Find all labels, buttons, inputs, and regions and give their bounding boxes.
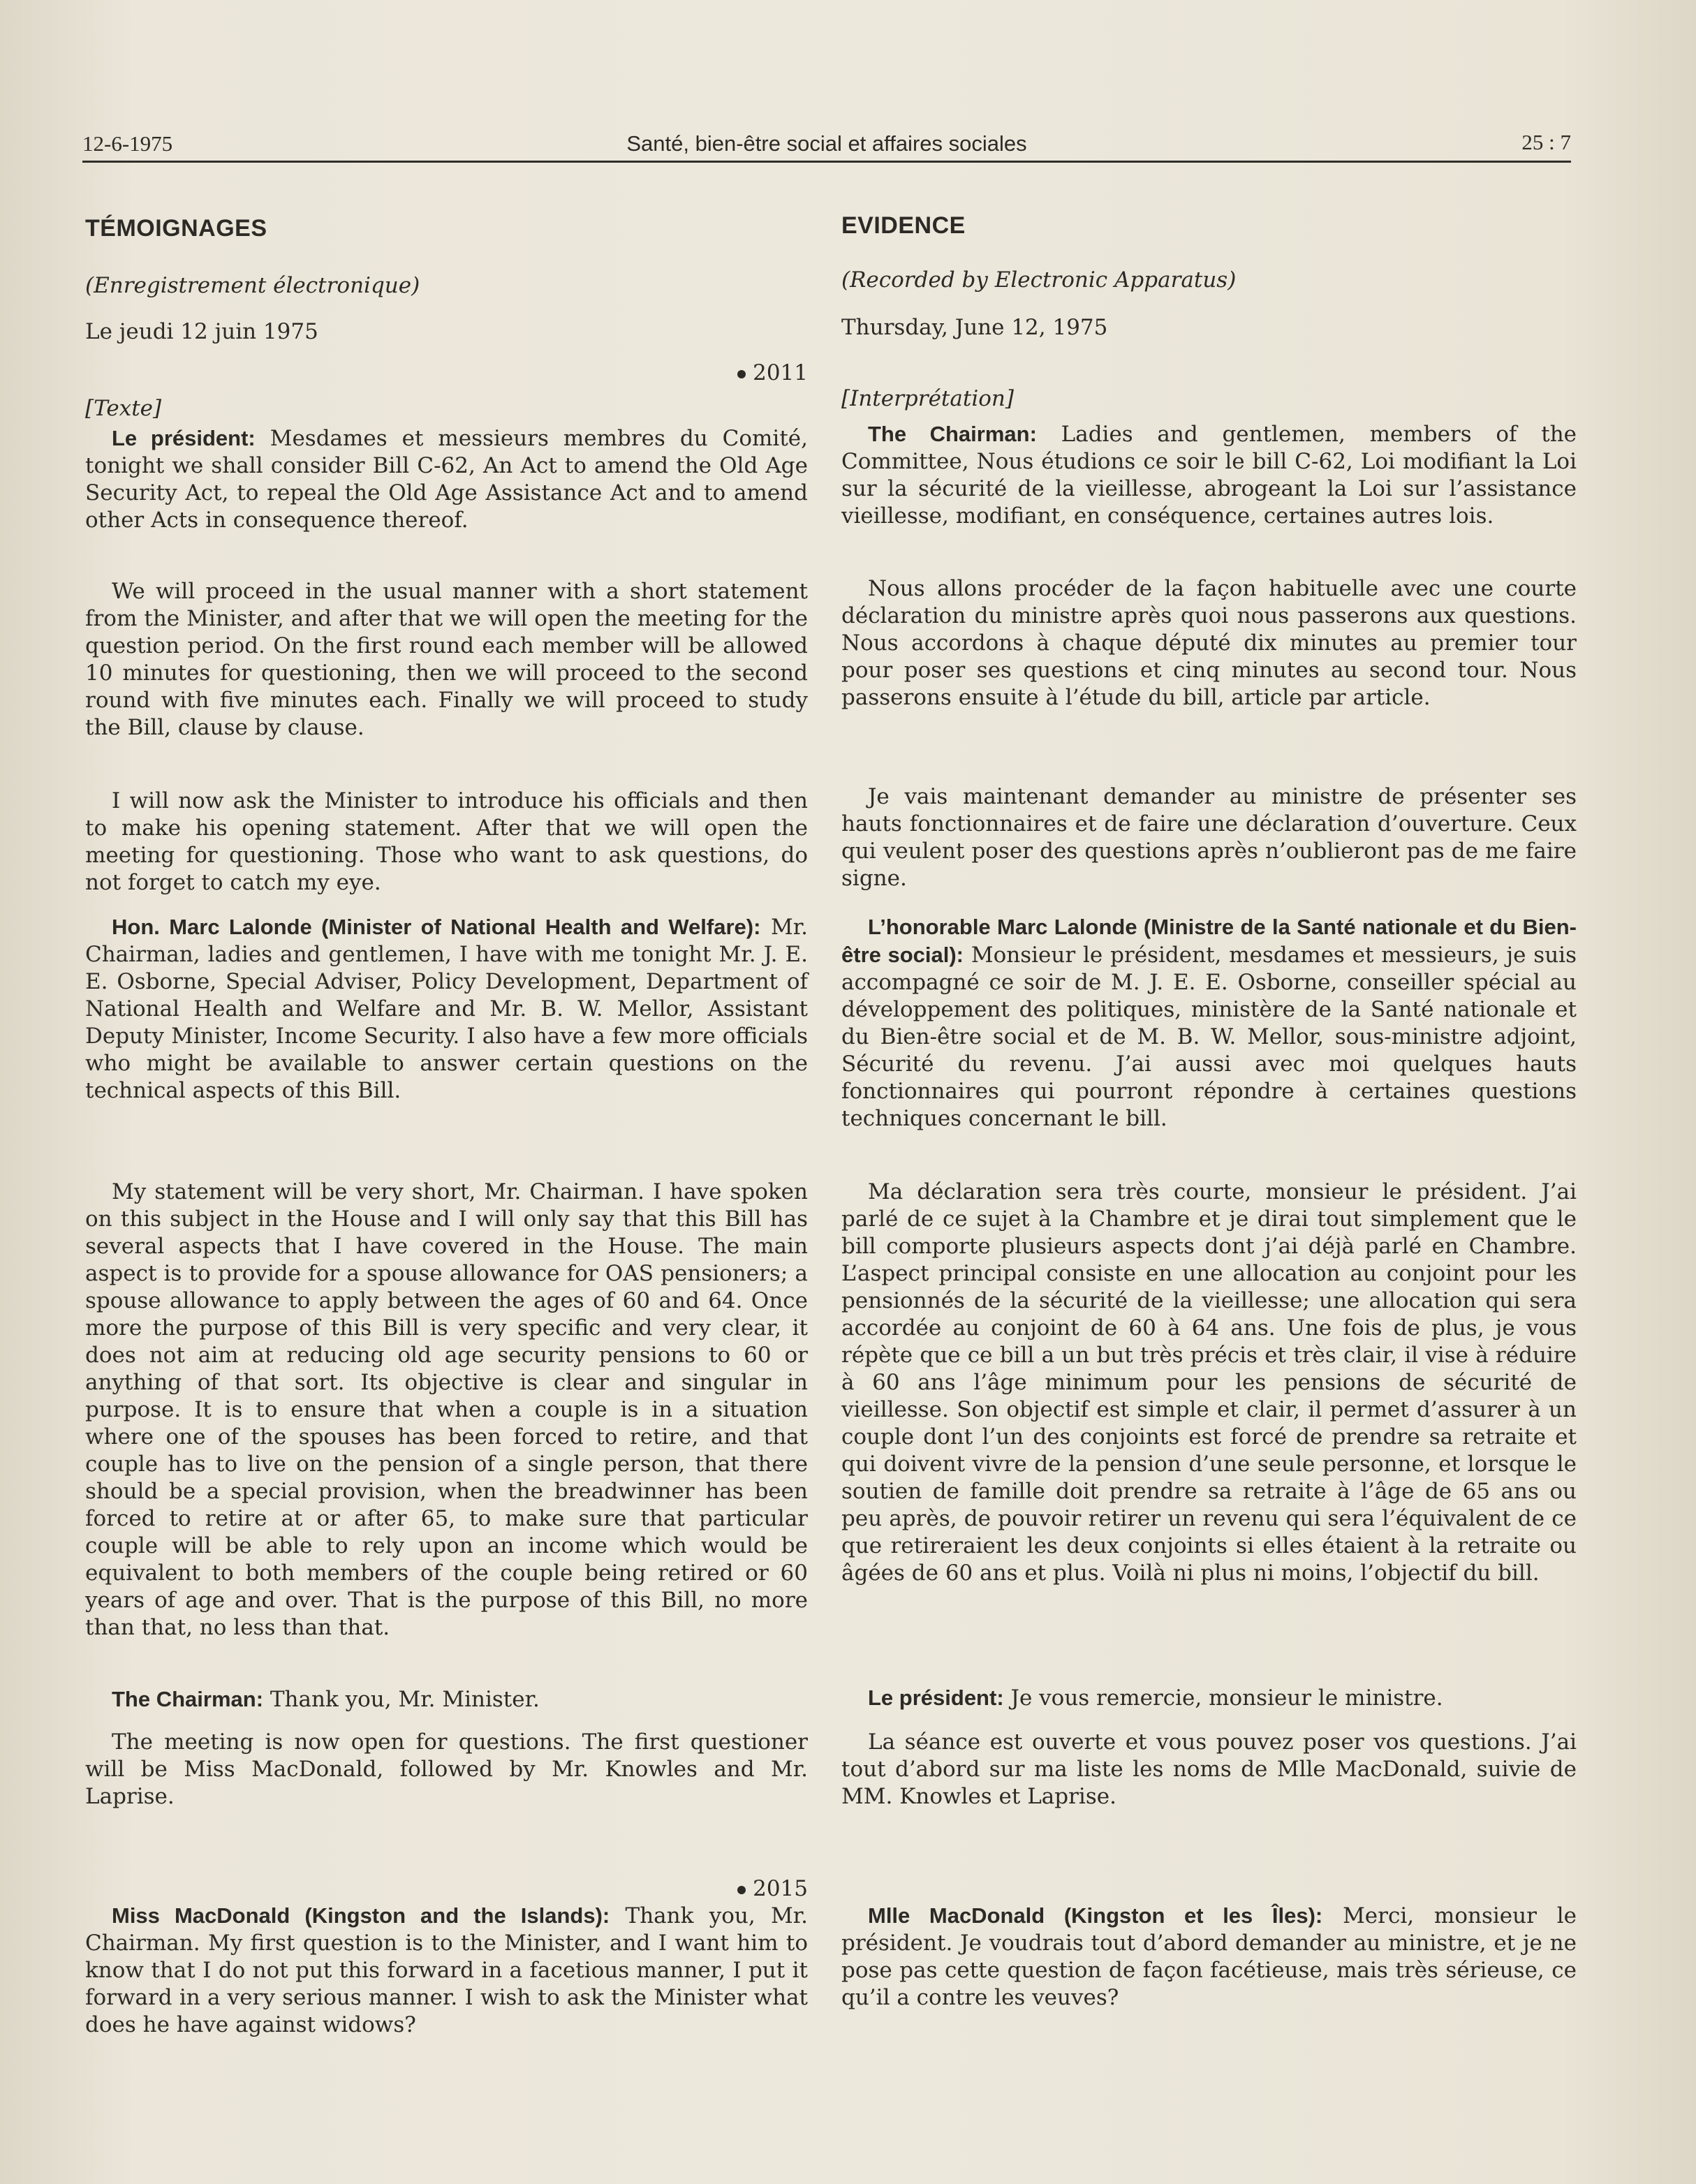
paragraph-text: My statement will be very short, Mr. Chairman. I have spoken on this subject in the House and I will only say that this Bill has several aspects that I have covered in the House. The main aspect is to provide for a spouse allowance for OAS pensioners; a spouse allowance to apply between the ages of 60 and 64. Once more the purpose of this Bill is very specific and very clear, it does not aim at reducing old age security pensions to 60 or anything of that sort. Its objective is clear and singular in purpose. It is to ensure that when a couple is in a situation where one of the spouses has been forced to retire, and that couple has to live on the pension of a single person, that there should be a special provision, when the breadwinner has been forced to retire at or after 65, to make sure that particular couple will be able to rely upon an income which would be equivalent to both members of the couple being retired or 60 years of age and over. That is the purpose of this Bill, no more than that, no less than that. (85, 1179, 808, 1640)
paragraph-text: The meeting is now open for questions. The first questioner will be Miss MacDonald, followed by Mr. Knowles and Mr. Laprise. (85, 1729, 808, 1809)
left-paragraph-3 (85, 788, 808, 897)
left-recording-note: (Enregistrement électronique) (85, 273, 420, 298)
header-title: Santé, bien-être social et affaires sociales (626, 131, 1027, 156)
speaker: The Chairman: (112, 1687, 264, 1711)
speaker: L’honorable Marc Lalonde (Ministre de la Santé nationale et du Bien-être social): (841, 915, 1577, 967)
page-header (82, 126, 1571, 163)
right-paragraph-7 (841, 1729, 1577, 1810)
left-paragraph-2 (85, 578, 808, 741)
paragraph-text: I will now ask the Minister to introduce his officials and then to make his opening statement. After that we will open the meeting for questioning. Those who want to ask questions, do not forget to catch my eye. (85, 788, 808, 895)
left-paragraph-4 (85, 913, 808, 1105)
speaker: Mlle MacDonald (Kingston et les Îles): (868, 1903, 1323, 1928)
right-interp-tag: [Interprétation] (841, 386, 1014, 411)
paragraph-text: Merci, monsieur le président. Je voudrais tout d’abord demander au ministre, et je ne pose pas cette question de façon facétieuse, mais très sérieuse, ce qu’il a contre les veuves? (841, 1903, 1577, 2010)
paragraph-text: Nous allons procéder de la façon habituelle avec une courte déclaration du ministre après quoi nous passerons aux questions. Nous accordons à chaque député dix minutes au premier tour pour poser ses questions et cinq minutes au second tour. Nous passerons ensuite à l’étude du bill, article par article. (841, 576, 1577, 710)
right-paragraph-6 (841, 1684, 1577, 1712)
right-paragraph-4 (841, 913, 1577, 1132)
paragraph-text: Ladies and gentlemen, members of the Committee, Nous étudions ce soir le bill C-62, Loi modifiant la Loi sur la sécurité de la vieillesse, abrogeant la Loi sur l’assistance vieillesse, modifiant, en conséquence, certaines autres lois. (841, 422, 1577, 529)
left-date-line: Le jeudi 12 juin 1975 (85, 319, 318, 344)
speaker: Hon. Marc Lalonde (Minister of National Health and Welfare): (112, 915, 761, 939)
right-recording-note: (Recorded by Electronic Apparatus) (841, 267, 1237, 293)
right-heading: EVIDENCE (841, 212, 966, 239)
left-time-marker-1 (737, 360, 808, 387)
left-heading: TÉMOIGNAGES (85, 215, 267, 242)
bullet-icon (737, 370, 746, 378)
bullet-icon (737, 1886, 746, 1894)
speaker: Le président: (112, 426, 256, 450)
time-marker-text: 2011 (753, 360, 808, 385)
paragraph-text: Thank you, Mr. Minister. (263, 1687, 540, 1712)
paragraph-text: Je vais maintenant demander au ministre de présenter ses hauts fonctionnaires et de faire une déclaration d’ouverture. Ceux qui veulent poser des questions après n’oublieront pas de me faire signe. (841, 784, 1577, 891)
paragraph-text: Mesdames et messieurs membres du Comité, tonight we shall consider Bill C-62, An Act to amend the Old Age Security Act, to repeal the Old Age Assistance Act and to amend other Acts in consequence thereof. (85, 426, 808, 533)
paragraph-text: Je vous remercie, monsieur le ministre. (1003, 1685, 1443, 1711)
right-paragraph-3 (841, 783, 1577, 892)
left-paragraph-8 (85, 1902, 808, 2039)
right-paragraph-2 (841, 575, 1577, 711)
left-paragraph-1 (85, 425, 808, 534)
right-date-line: Thursday, June 12, 1975 (841, 315, 1108, 340)
left-paragraph-7 (85, 1729, 808, 1810)
paragraph-text: Monsieur le président, mesdames et messieurs, je suis accompagné ce soir de M. J. E. E. Osborne, conseiller spécial au développement des politiques, ministère de la Santé nationale et du Bien-être social et de M. B. W. Mellor, sous-ministre adjoint, Sécurité du revenu. J’ai aussi avec moi quelques hauts fonctionnaires qui pourront répondre à certaines questions techniques concernant le bill. (841, 943, 1577, 1131)
paragraph-text: Ma déclaration sera très courte, monsieur le président. J’ai parlé de ce sujet à la Chambre et je dirai tout simplement que le bill comporte plusieurs aspects dont j’ai déjà parlé en Chambre. L’aspect principal consiste en une allocation au conjoint pour les pensionnés de la sécurité de la vieillesse; une allocation qui sera accordée au conjoint de 60 à 64 ans. Une fois de plus, je vous répète que ce bill a un but très précis et très clair, il vise à réduire à 60 ans l’âge minimum pour les pensions de sécurité de vieillesse. Son objectif est simple et clair, il permet d’assurer à un couple dont l’un des conjoints est forcé de prendre sa retraite et qui doivent vivre de la pension d’une seule personne, et lorsque le soutien de famille doit prendre sa retraite à l’âge de 65 ans ou peu après, de pouvoir retirer un revenu qui sera l’équivalent de ce que retireraient les deux conjoints si elles étaient à la retraite ou âgées de 60 ans et plus. Voilà ni plus ni moins, l’objectif du bill. (841, 1179, 1577, 1586)
header-date: 12-6-1975 (82, 131, 173, 156)
paragraph-text: We will proceed in the usual manner with a short statement from the Minister, and after that we will open the meeting for the question period. On the first round each member will be allowed 10 minutes for questioning, then we will proceed to the second round with five minutes each. Finally we will proceed to study the Bill, clause by clause. (85, 579, 808, 740)
paragraph-text: Thank you, Mr. Chairman. My first question is to the Minister, and I want him to know that I do not put this forward in a facetious manner, I put it forward in a very serious manner. I wish to ask the Minister what does he have against widows? (85, 1903, 808, 2037)
left-texte-tag: [Texte] (85, 396, 162, 421)
left-paragraph-5 (85, 1179, 808, 1641)
paragraph-text: Mr. Chairman, ladies and gentlemen, I have with me tonight Mr. J. E. E. Osborne, Special Adviser, Policy Development, Department of National Health and Welfare and Mr. B. W. Mellor, Assistant Deputy Minister, Income Security. I also have a few more officials who might be available to answer certain questions on the technical aspects of this Bill. (85, 915, 808, 1103)
right-paragraph-5 (841, 1179, 1577, 1587)
speaker: Miss MacDonald (Kingston and the Islands): (112, 1903, 610, 1928)
speaker: Le président: (868, 1685, 1004, 1710)
paragraph-text: La séance est ouverte et vous pouvez poser vos questions. J’ai tout d’abord sur ma liste les noms de Mlle MacDonald, suivie de MM. Knowles et Laprise. (841, 1729, 1577, 1809)
speaker: The Chairman: (868, 422, 1037, 446)
right-paragraph-8 (841, 1902, 1577, 2012)
time-marker-text: 2015 (753, 1876, 808, 1901)
header-page-number: 25 : 7 (1521, 130, 1571, 154)
right-paragraph-1 (841, 420, 1577, 530)
left-paragraph-6 (85, 1685, 808, 1713)
left-time-marker-2 (737, 1875, 808, 1903)
